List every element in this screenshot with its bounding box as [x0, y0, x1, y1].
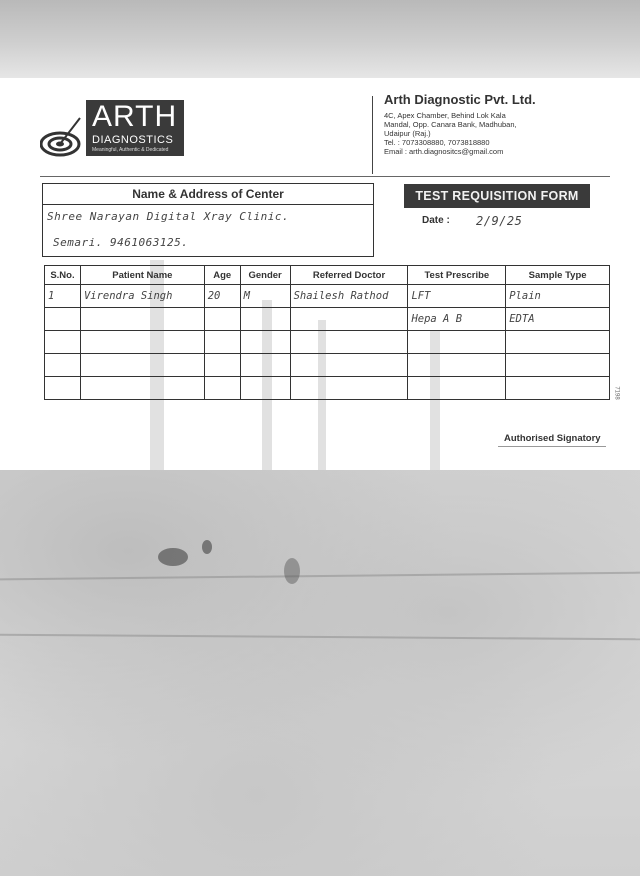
table-cell [240, 377, 290, 400]
requisition-table [44, 265, 610, 400]
table-cell: Hepa A B [408, 308, 506, 331]
table-cell [204, 308, 240, 331]
table-cell: M [240, 285, 290, 308]
table-cell: Virendra Singh [80, 285, 204, 308]
company-tel: Tel. : 7073308880, 7073818880 [384, 138, 490, 147]
form-code: 7198 [613, 386, 620, 400]
table-row [45, 331, 610, 354]
date-label: Date : [422, 215, 450, 226]
table-cell: 20 [204, 285, 240, 308]
date-value: 2/9/25 [476, 214, 523, 228]
signature-line [498, 446, 606, 447]
address-line: Mandal, Opp. Canara Bank, Madhuban, [384, 120, 517, 129]
table-cell [240, 308, 290, 331]
table-cell [290, 354, 408, 377]
address-line: 4C, Apex Chamber, Behind Lok Kala [384, 111, 506, 120]
header-rule [40, 176, 610, 177]
address-line: Udaipur (Raj.) [384, 129, 431, 138]
table-cell [80, 354, 204, 377]
company-name: Arth Diagnostic Pvt. Ltd. [384, 92, 536, 107]
column-header: Gender [240, 266, 290, 285]
table-row [45, 285, 610, 308]
table-cell [80, 308, 204, 331]
table-cell: LFT [408, 285, 506, 308]
table-cell [204, 331, 240, 354]
logo-subtitle: DIAGNOSTICS [92, 134, 174, 146]
table-cell: Shailesh Rathod [290, 285, 408, 308]
logo-tagline: Meaningful, Authentic & Dedicated [92, 147, 169, 153]
table-cell [240, 354, 290, 377]
table-header-row [45, 266, 610, 285]
table-cell [408, 354, 506, 377]
center-heading: Name & Address of Center [43, 184, 373, 205]
form-title: TEST REQUISITION FORM [404, 184, 590, 208]
table-cell [506, 377, 610, 400]
table-cell [240, 331, 290, 354]
table-cell: EDTA [506, 308, 610, 331]
center-address: Semari. 9461063125. [53, 236, 189, 249]
header-divider [372, 96, 373, 174]
table-cell [408, 377, 506, 400]
scan-noise-lower [0, 470, 640, 876]
table-cell [80, 331, 204, 354]
authorised-signatory: Authorised Signatory [504, 433, 601, 444]
column-header: Patient Name [80, 266, 204, 285]
ink-stain [158, 548, 188, 566]
company-details [384, 92, 624, 156]
scan-shadow-top [0, 0, 640, 78]
column-header: Test Prescribe [408, 266, 506, 285]
logo-title: ARTH [92, 100, 178, 133]
table-cell [80, 377, 204, 400]
column-header: Referred Doctor [290, 266, 408, 285]
table-cell [45, 377, 81, 400]
table-cell [290, 308, 408, 331]
column-header: Age [204, 266, 240, 285]
column-header: S.No. [45, 266, 81, 285]
table-cell [506, 331, 610, 354]
center-name: Shree Narayan Digital Xray Clinic. [47, 210, 290, 223]
table-cell: Plain [506, 285, 610, 308]
company-email: Email : arth.diagnositcs@gmail.com [384, 147, 504, 156]
table-cell [45, 308, 81, 331]
center-box [42, 183, 374, 257]
target-icon [40, 116, 84, 160]
table-cell [408, 331, 506, 354]
ink-stain [284, 558, 300, 584]
table-cell [204, 354, 240, 377]
table-cell [290, 377, 408, 400]
ink-stain [202, 540, 212, 554]
column-header: Sample Type [506, 266, 610, 285]
table-cell [506, 354, 610, 377]
company-logo [40, 98, 188, 160]
table-cell [45, 331, 81, 354]
table-cell [290, 331, 408, 354]
table-cell: 1 [45, 285, 81, 308]
logo-box [86, 100, 184, 156]
table-row [45, 377, 610, 400]
table-cell [204, 377, 240, 400]
table-row [45, 354, 610, 377]
table-row [45, 308, 610, 331]
table-cell [45, 354, 81, 377]
